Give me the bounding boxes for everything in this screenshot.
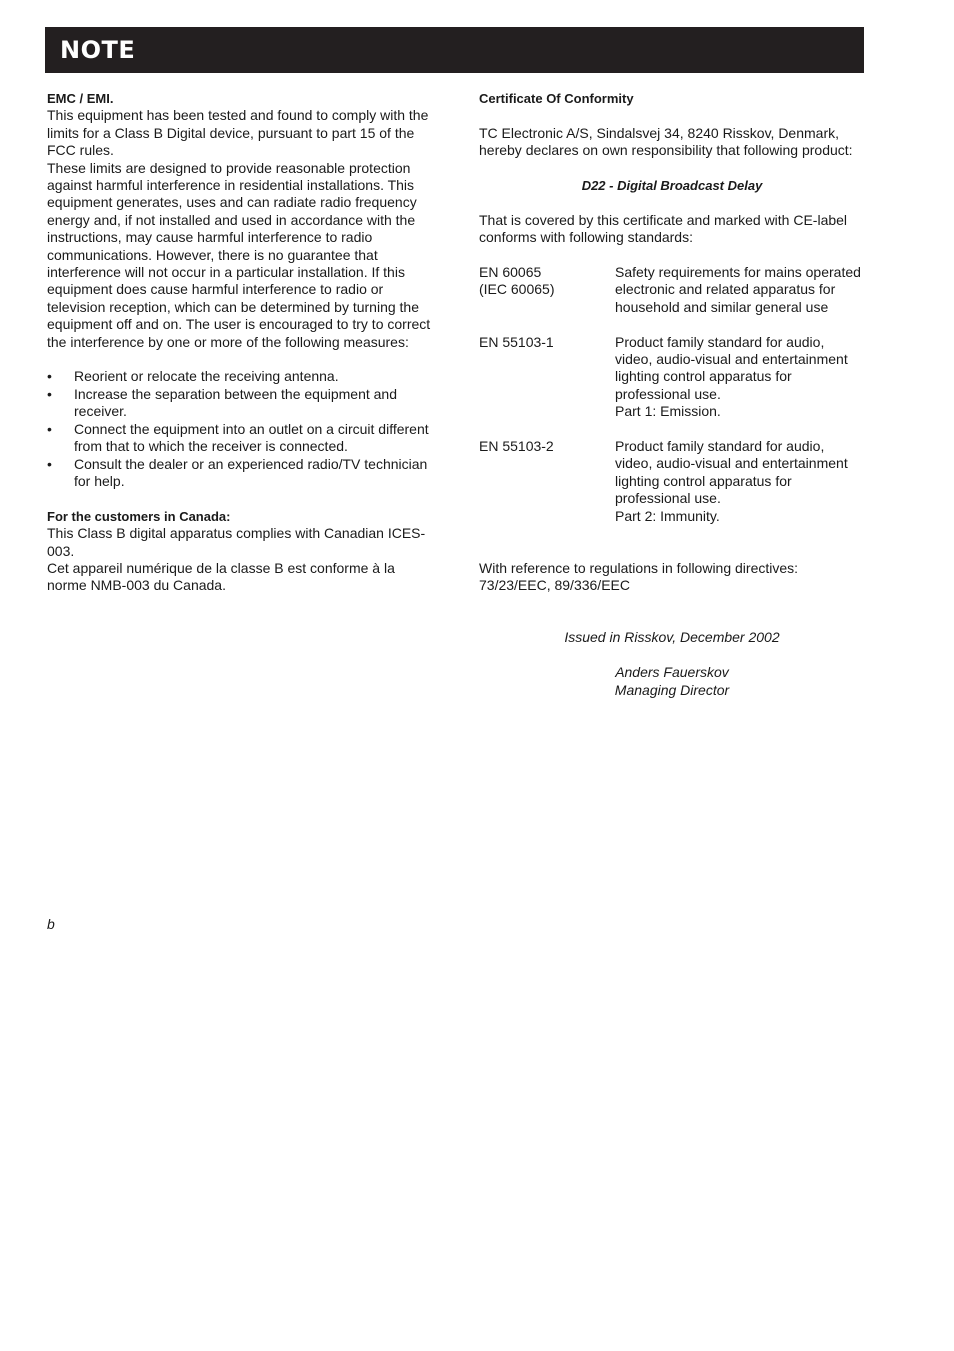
standard-row bbox=[479, 334, 865, 421]
left-column bbox=[47, 90, 437, 595]
page-title: NOTE bbox=[60, 36, 136, 64]
product-name: D22 - Digital Broadcast Delay bbox=[581, 178, 763, 193]
standard-row bbox=[479, 438, 865, 525]
right-column bbox=[479, 90, 865, 699]
page-label: b bbox=[47, 916, 55, 932]
bullet-icon: • bbox=[47, 385, 52, 402]
certificate-paragraph-1: TC Electronic A/S, Sindalsvej 34, 8240 Risskov, Denmark, hereby declares on own responsibility that following product: bbox=[479, 124, 853, 159]
emc-heading: EMC / EMI. bbox=[47, 91, 114, 106]
canada-heading: For the customers in Canada: bbox=[47, 508, 231, 524]
standard-code-line: EN 60065 bbox=[479, 264, 542, 280]
emc-paragraph-1: This equipment has been tested and found to comply with the limits for a Class B Digital device, pursuant to part 15 of the FCC rules. bbox=[47, 107, 429, 159]
bullet-icon: • bbox=[47, 420, 52, 437]
directives-paragraph: With reference to regulations in following directives: 73/23/EEC, 89/336/EEC bbox=[479, 559, 799, 594]
certificate-heading: Certificate Of Conformity bbox=[479, 91, 634, 106]
standard-description-text: Safety requirements for mains operated electronic and related apparatus for household and similar general use bbox=[615, 264, 861, 315]
standard-code-alt: (IEC 60065) bbox=[479, 281, 555, 298]
bullet-icon: • bbox=[47, 368, 52, 385]
signer-title: Managing Director bbox=[614, 681, 730, 698]
standard-description-text: Product family standard for audio, video, audio-visual and entertainment lighting control apparatus for professional use. bbox=[615, 438, 848, 507]
list-item bbox=[47, 386, 437, 421]
issued-line: Issued in Risskov, December 2002 bbox=[564, 629, 780, 646]
standard-code bbox=[479, 264, 615, 316]
list-item-text: Consult the dealer or an experienced radio/TV technician for help. bbox=[74, 455, 428, 489]
list-item bbox=[47, 421, 437, 456]
canada-paragraph-1: This Class B digital apparatus complies with Canadian ICES-003. bbox=[47, 525, 426, 559]
standard-part: Part 1: Emission. bbox=[615, 403, 721, 420]
emc-paragraph-2: These limits are designed to provide reasonable protection against harmful interference in residential installations. This equipment generates, uses and can radiate radio frequency energy and, if not installed and used in accordance with the instructions, may cause harmful interference to radio communications. However, there is no guarantee that interference will not occur in a particular installation. If this equipment does cause harmful interference to radio or television reception, which can be determined by turning the equipment off and on. The user is encouraged to try to correct the interference by one or more of the following measures: bbox=[47, 159, 431, 350]
standard-code bbox=[479, 438, 615, 525]
certificate-paragraph-2: That is covered by this certificate and marked with CE-label conforms with following standards: bbox=[479, 211, 848, 246]
list-item-text: Reorient or relocate the receiving antenna. bbox=[74, 368, 339, 385]
list-item-text: Increase the separation between the equipment and receiver. bbox=[74, 385, 398, 420]
standard-description bbox=[615, 334, 865, 421]
list-item bbox=[47, 368, 437, 385]
standard-description bbox=[615, 264, 865, 316]
canada-paragraph-2: Cet appareil numérique de la classe B est conforme à la norme NMB-003 du Canada. bbox=[47, 559, 395, 594]
signer-name: Anders Fauerskov bbox=[615, 664, 729, 681]
standard-description-text: Product family standard for audio, video, audio-visual and entertainment lighting control apparatus for professional use. bbox=[615, 333, 848, 402]
standard-row bbox=[479, 264, 865, 316]
header-bar bbox=[45, 27, 864, 73]
standard-part: Part 2: Immunity. bbox=[615, 507, 720, 524]
standard-code bbox=[479, 334, 615, 421]
standard-code-line: EN 55103-2 bbox=[479, 438, 554, 455]
standard-code-line: EN 55103-1 bbox=[479, 333, 554, 350]
list-item bbox=[47, 456, 437, 491]
measures-list bbox=[47, 368, 437, 490]
list-item-text: Connect the equipment into an outlet on a circuit different from that to which the receiver is connected. bbox=[74, 420, 429, 455]
standard-description bbox=[615, 438, 865, 525]
bullet-icon: • bbox=[47, 455, 52, 472]
